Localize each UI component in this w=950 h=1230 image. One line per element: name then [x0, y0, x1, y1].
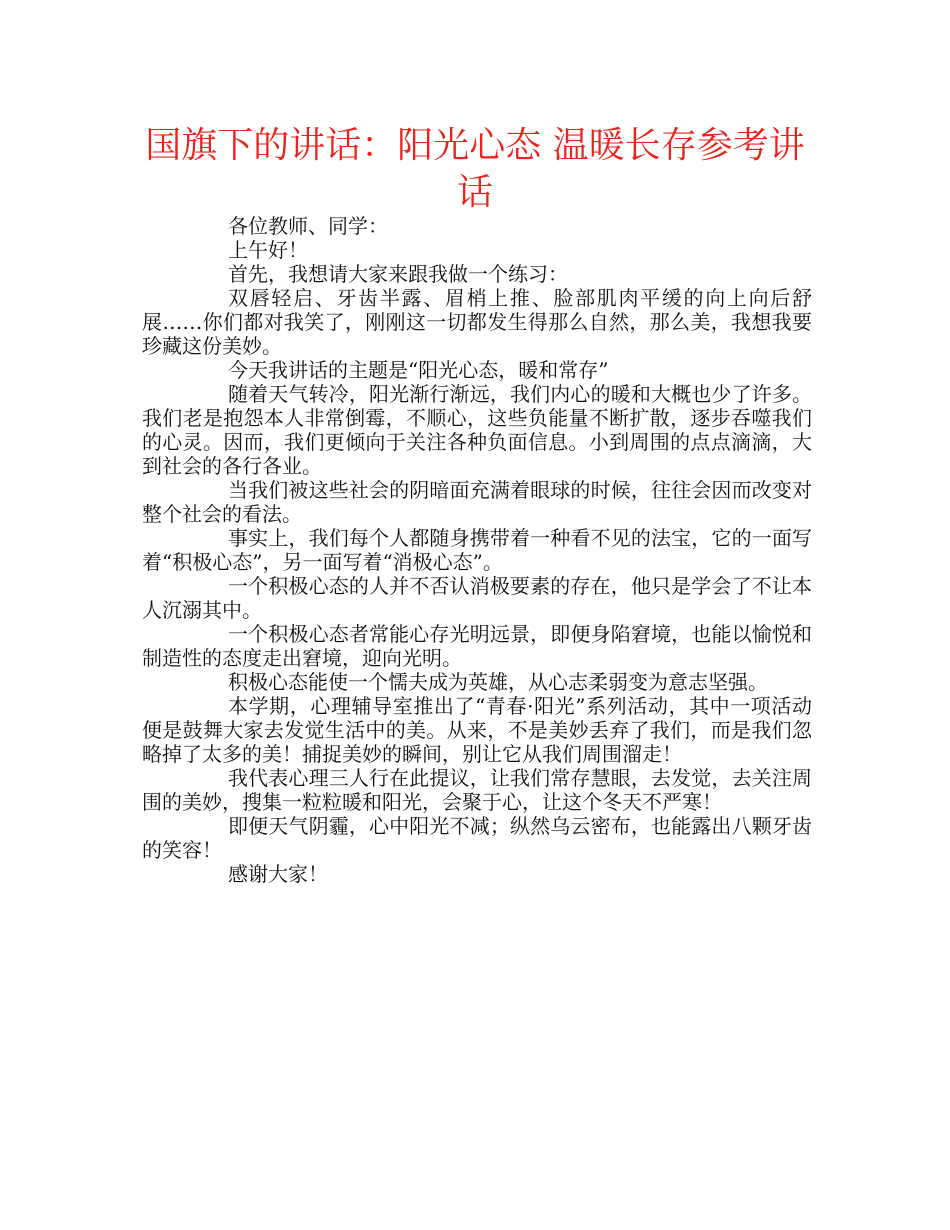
paragraph-greeting-audience: 各位教师、同学：	[228, 214, 388, 238]
paragraph-dark-side: 当我们被这些社会的阴暗面充满着眼球的时候，往往会因而改变对整个社会的看法。	[142, 478, 812, 526]
paragraph-exercise-intro: 首先，我想请大家来跟我做一个练习：	[228, 262, 568, 286]
paragraph-sunshine-smile: 即便天气阴霾，心中阳光不减；纵然乌云密布，也能露出八颗牙齿的笑容！	[142, 814, 812, 862]
paragraph-proposal: 我代表心理三人行在此提议，让我们常存慧眼，去发觉，去关注周围的美妙，搜集一粒粒暖和阳光，会聚于心，让这个冬天不严寒！	[142, 766, 812, 814]
paragraph-weather-negativity: 随着天气转冷，阳光渐行渐远，我们内心的暖和大概也少了许多。我们老是抱怨本人非常倒霉，不顺心，这些负能量不断扩散，逐步吞噬我们的心灵。因而，我们更倾向于关注各种负面信息。小到周围的点点滴滴，大到社会的各行各业。	[142, 382, 812, 478]
paragraph-thanks: 感谢大家！	[228, 862, 328, 886]
paragraph-activity: 本学期，心理辅导室推出了“青春·阳光”系列活动，其中一项活动便是鼓舞大家去发觉生活中的美。从来，不是美妙丢弃了我们，而是我们忽略掉了太多的美！捕捉美妙的瞬间，别让它从我们周围溜走！	[142, 694, 812, 766]
paragraph-smile-exercise: 双唇轻启、牙齿半露、眉梢上推、脸部肌肉平缓的向上向后舒展……你们都对我笑了，刚刚这一切都发生得那么自然，那么美，我想我要珍藏这份美妙。	[142, 286, 812, 358]
document-title: 国旗下的讲话：阳光心态 温暖长存参考讲话	[145, 125, 805, 213]
paragraph-hero: 积极心态能使一个懦夫成为英雄，从心志柔弱变为意志坚强。	[228, 670, 768, 694]
paragraph-magic-weapon: 事实上，我们每个人都随身携带着一种看不见的法宝，它的一面写着“积极心态”，另一面写着“消极心态”。	[142, 526, 812, 574]
paragraph-positive-person: 一个积极心态的人并不否认消极要素的存在，他只是学会了不让本人沉溺其中。	[142, 574, 812, 622]
paragraph-theme: 今天我讲话的主题是“阳光心态，暖和常存”	[228, 358, 609, 382]
document-body	[142, 214, 812, 886]
paragraph-greeting-morning: 上午好！	[228, 238, 308, 262]
paragraph-bright-future: 一个积极心态者常能心存光明远景，即便身陷窘境，也能以愉悦和制造性的态度走出窘境，迎向光明。	[142, 622, 812, 670]
